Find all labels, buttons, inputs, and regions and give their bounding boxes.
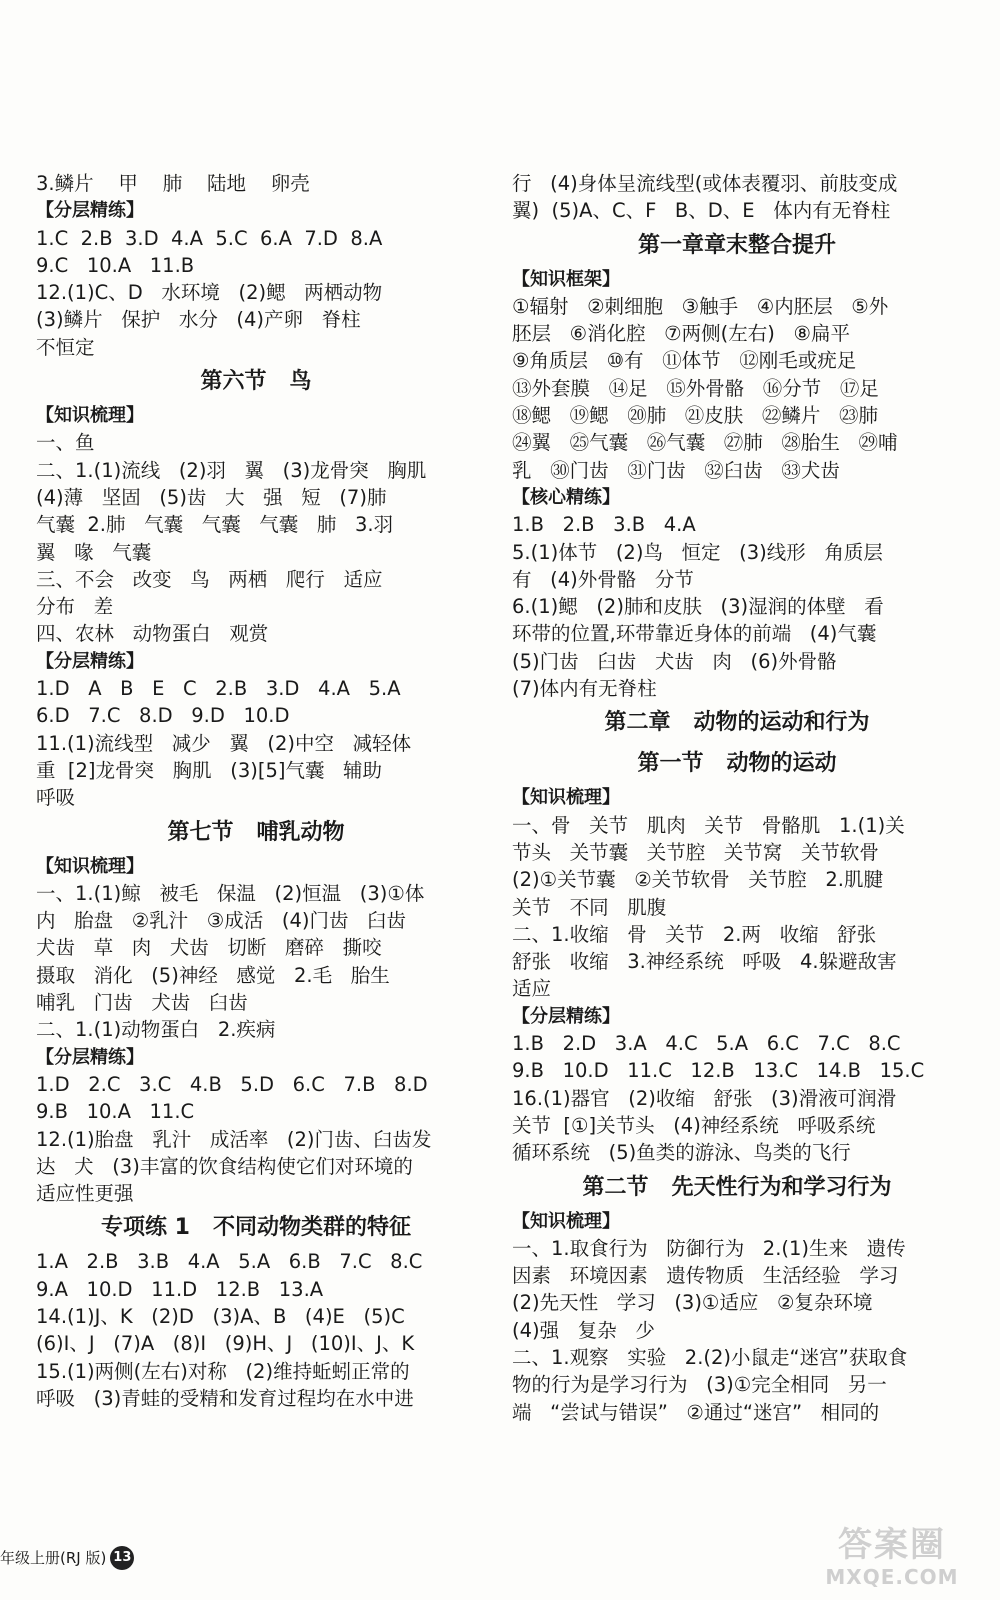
subsection-label: 【分层精练】 (36, 200, 144, 222)
answer-line: 内 胎盘 ②乳汁 ③成活 (4)门齿 臼齿 (36, 909, 407, 933)
answer-line: 一、鱼 (36, 431, 95, 455)
answer-line: 哺乳 门齿 犬齿 臼齿 (36, 991, 248, 1015)
answer-line: 一、1.(1)鲸 被毛 保温 (2)恒温 (3)①体 (36, 881, 425, 905)
answer-line: 行 (4)身体呈流线型(或体表覆羽、前肢变成 (512, 172, 898, 195)
answer-line: 翼) (5)A、C、F B、D、E 体内有无脊柱 (512, 199, 891, 223)
answer-line: 12.(1)胎盘 乳汁 成活率 (2)门齿、臼齿发 (36, 1127, 432, 1151)
answer-line: ㉔翼 ㉕气囊 ㉖气囊 ㉗肺 ㉘胎生 ㉙哺 (512, 431, 898, 455)
subsection-label: 【知识梳理】 (36, 405, 144, 427)
answer-line: 循环系统 (5)鱼类的游泳、鸟类的飞行 (512, 1141, 851, 1165)
left-column (36, 170, 476, 1412)
answer-line: 1.D A B E C 2.B 3.D 4.A 5.A (36, 677, 401, 701)
subsection-label: 【知识梳理】 (36, 855, 144, 877)
answer-line: 一、1.取食行为 防御行为 2.(1)生来 遗传 (512, 1236, 906, 1260)
answer-line: 12.(1)C、D 水环境 (2)鳃 两栖动物 (36, 281, 383, 305)
answer-line: ⑬外套膜 ⑭足 ⑮外骨骼 ⑯分节 ⑰足 (512, 376, 879, 400)
answer-line: (4)强 复杂 少 (512, 1318, 655, 1342)
answer-line: 环带的位置,环带靠近身体的前端 (4)气囊 (512, 622, 877, 646)
answer-line: 犬齿 草 肉 犬齿 切断 磨碎 撕咬 (36, 936, 382, 960)
answer-line: 重 [2]龙骨突 胸肌 (3)[5]气囊 辅助 (36, 758, 383, 782)
answer-line: 适应 (512, 977, 552, 1001)
answer-line: (4)薄 坚固 (5)齿 大 强 短 (7)肺 (36, 485, 387, 509)
answer-line: 9.B 10.A 11.C (36, 1100, 195, 1124)
right-column (512, 170, 962, 1426)
answer-line: 达 犬 (3)丰富的饮食结构使它们对环境的 (36, 1154, 413, 1178)
answer-line: 关节 不同 肌腹 (512, 895, 667, 919)
answer-line: 9.A 10.D 11.D 12.B 13.A (36, 1277, 324, 1301)
answer-line: 翼 喙 气囊 (36, 540, 152, 564)
section-heading: 第一章章末整合提升 (637, 232, 836, 258)
answer-line: 14.(1)J、K (2)D (3)A、B (4)E (5)C (36, 1304, 405, 1328)
answer-line: 5.(1)体节 (2)鸟 恒定 (3)线形 角质层 (512, 540, 883, 564)
answer-line: 6.D 7.C 8.D 9.D 10.D (36, 704, 290, 728)
answer-line: 16.(1)器官 (2)收缩 舒张 (3)滑液可润滑 (512, 1086, 897, 1110)
answer-line: 物的行为是学习行为 (3)①完全相同 另一 (512, 1373, 887, 1397)
answer-line: 15.(1)两侧(左右)对称 (2)维持蚯蚓正常的 (36, 1359, 410, 1383)
subsection-label: 【核心精练】 (512, 486, 620, 508)
answer-line: 3.鳞片 甲 肺 陆地 卵壳 (36, 172, 310, 195)
answer-line: 关节 [①]关节头 (4)神经系统 呼吸系统 (512, 1113, 876, 1137)
answer-line: 二、1.(1)动物蛋白 2.疾病 (36, 1018, 276, 1042)
answer-line: (7)体内有无脊柱 (512, 677, 657, 701)
watermark-url: MXQE.COM (825, 1565, 959, 1589)
answer-line: (6)I、J (7)A (8)I (9)H、J (10)I、J、K (36, 1332, 415, 1356)
answer-line: 二、1.观察 实验 2.(2)小鼠走“迷宫”获取食 (512, 1345, 908, 1369)
answer-line: 有 (4)外骨骼 分节 (512, 567, 694, 591)
subsection-label: 【分层精练】 (36, 1046, 144, 1068)
answer-line: 二、1.收缩 骨 关节 2.两 收缩 舒张 (512, 922, 877, 946)
subsection-label: 【分层精练】 (512, 1005, 620, 1027)
section-heading: 第一节 动物的运动 (637, 751, 837, 777)
answer-line: 呼吸 (3)青蛙的受精和发育过程均在水中进 (36, 1386, 414, 1410)
answer-line: (2)先天性 学习 (3)①适应 ②复杂环境 (512, 1291, 873, 1315)
answer-line: 1.A 2.B 3.B 4.A 5.A 6.B 7.C 8.C (36, 1250, 423, 1274)
answer-line: 三、不会 改变 鸟 两栖 爬行 适应 (36, 567, 383, 591)
section-heading: 第二节 先天性行为和学习行为 (582, 1174, 892, 1200)
subsection-label: 【知识梳理】 (512, 787, 620, 809)
subsection-label: 【分层精练】 (36, 650, 144, 672)
answer-line: (2)①关节囊 ②关节软骨 关节腔 2.肌腱 (512, 868, 883, 892)
answer-line: 呼吸 (36, 786, 76, 810)
answer-line: (5)门齿 臼齿 犬齿 肉 (6)外骨骼 (512, 649, 837, 673)
section-heading: 第七节 哺乳动物 (167, 819, 345, 845)
answer-line: 乳 ㉚门齿 ㉛门齿 ㉜臼齿 ㉝犬齿 (512, 458, 840, 482)
subsection-label: 【知识框架】 (512, 268, 620, 290)
section-heading: 第二章 动物的运动和行为 (604, 710, 870, 736)
section-heading: 专项练 1 不同动物类群的特征 (101, 1215, 411, 1241)
section-heading: 第六节 鸟 (200, 369, 312, 395)
answer-line: 胚层 ⑥消化腔 ⑦两侧(左右) ⑧扁平 (512, 322, 850, 346)
answer-line: ⑱鳃 ⑲鳃 ⑳肺 ㉑皮肤 ㉒鳞片 ㉓肺 (512, 404, 878, 428)
answer-line: 1.D 2.C 3.C 4.B 5.D 6.C 7.B 8.D (36, 1072, 428, 1096)
footer-grade-label: 年级上册(RJ 版) (0, 1549, 107, 1567)
answer-line: 端 “尝试与错误” ②通过“迷宫” 相同的 (512, 1400, 880, 1424)
answer-line: 四、农林 动物蛋白 观赏 (36, 622, 269, 646)
answer-line: 1.B 2.D 3.A 4.C 5.A 6.C 7.C 8.C (512, 1032, 901, 1056)
answer-line: 9.B 10.D 11.C 12.B 13.C 14.B 15.C (512, 1059, 925, 1083)
answer-line: 气囊 2.肺 气囊 气囊 气囊 肺 3.羽 (36, 513, 394, 537)
subsection-label: 【知识梳理】 (512, 1210, 620, 1232)
answer-line: 一、骨 关节 肌肉 关节 骨骼肌 1.(1)关 (512, 813, 905, 837)
answer-line: 因素 环境因素 遗传物质 生活经验 学习 (512, 1264, 899, 1288)
answer-line: 适应性更强 (36, 1182, 134, 1206)
answer-line: 11.(1)流线型 减少 翼 (2)中空 减轻体 (36, 731, 412, 755)
answer-line: 1.B 2.B 3.B 4.A (512, 513, 696, 537)
answer-line: 二、1.(1)流线 (2)羽 翼 (3)龙骨突 胸肌 (36, 458, 427, 482)
answer-line: 6.(1)鳃 (2)肺和皮肤 (3)湿润的体壁 看 (512, 595, 884, 619)
answer-line: ①辐射 ②刺细胞 ③触手 ④内胚层 ⑤外 (512, 294, 889, 318)
answer-line: 1.C 2.B 3.D 4.A 5.C 6.A 7.D 8.A (36, 226, 383, 250)
answer-line: 分布 差 (36, 595, 114, 619)
answer-line: 舒张 收缩 3.神经系统 呼吸 4.躲避敌害 (512, 950, 897, 974)
answer-line: 摄取 消化 (5)神经 感觉 2.毛 胎生 (36, 963, 390, 987)
page-footer (0, 1545, 134, 1571)
watermark-title: 答案圈 (838, 1525, 946, 1565)
answer-line: ⑨角质层 ⑩有 ⑪体节 ⑫刚毛或疣足 (512, 349, 857, 373)
watermark-logo (812, 1525, 972, 1595)
answer-line: 节头 关节囊 关节腔 关节窝 关节软骨 (512, 840, 879, 864)
answer-line: 9.C 10.A 11.B (36, 253, 195, 277)
answer-line: 不恒定 (36, 335, 95, 359)
page-number-badge: 13 (110, 1546, 134, 1570)
answer-line: (3)鳞片 保护 水分 (4)产卵 脊柱 (36, 308, 361, 332)
